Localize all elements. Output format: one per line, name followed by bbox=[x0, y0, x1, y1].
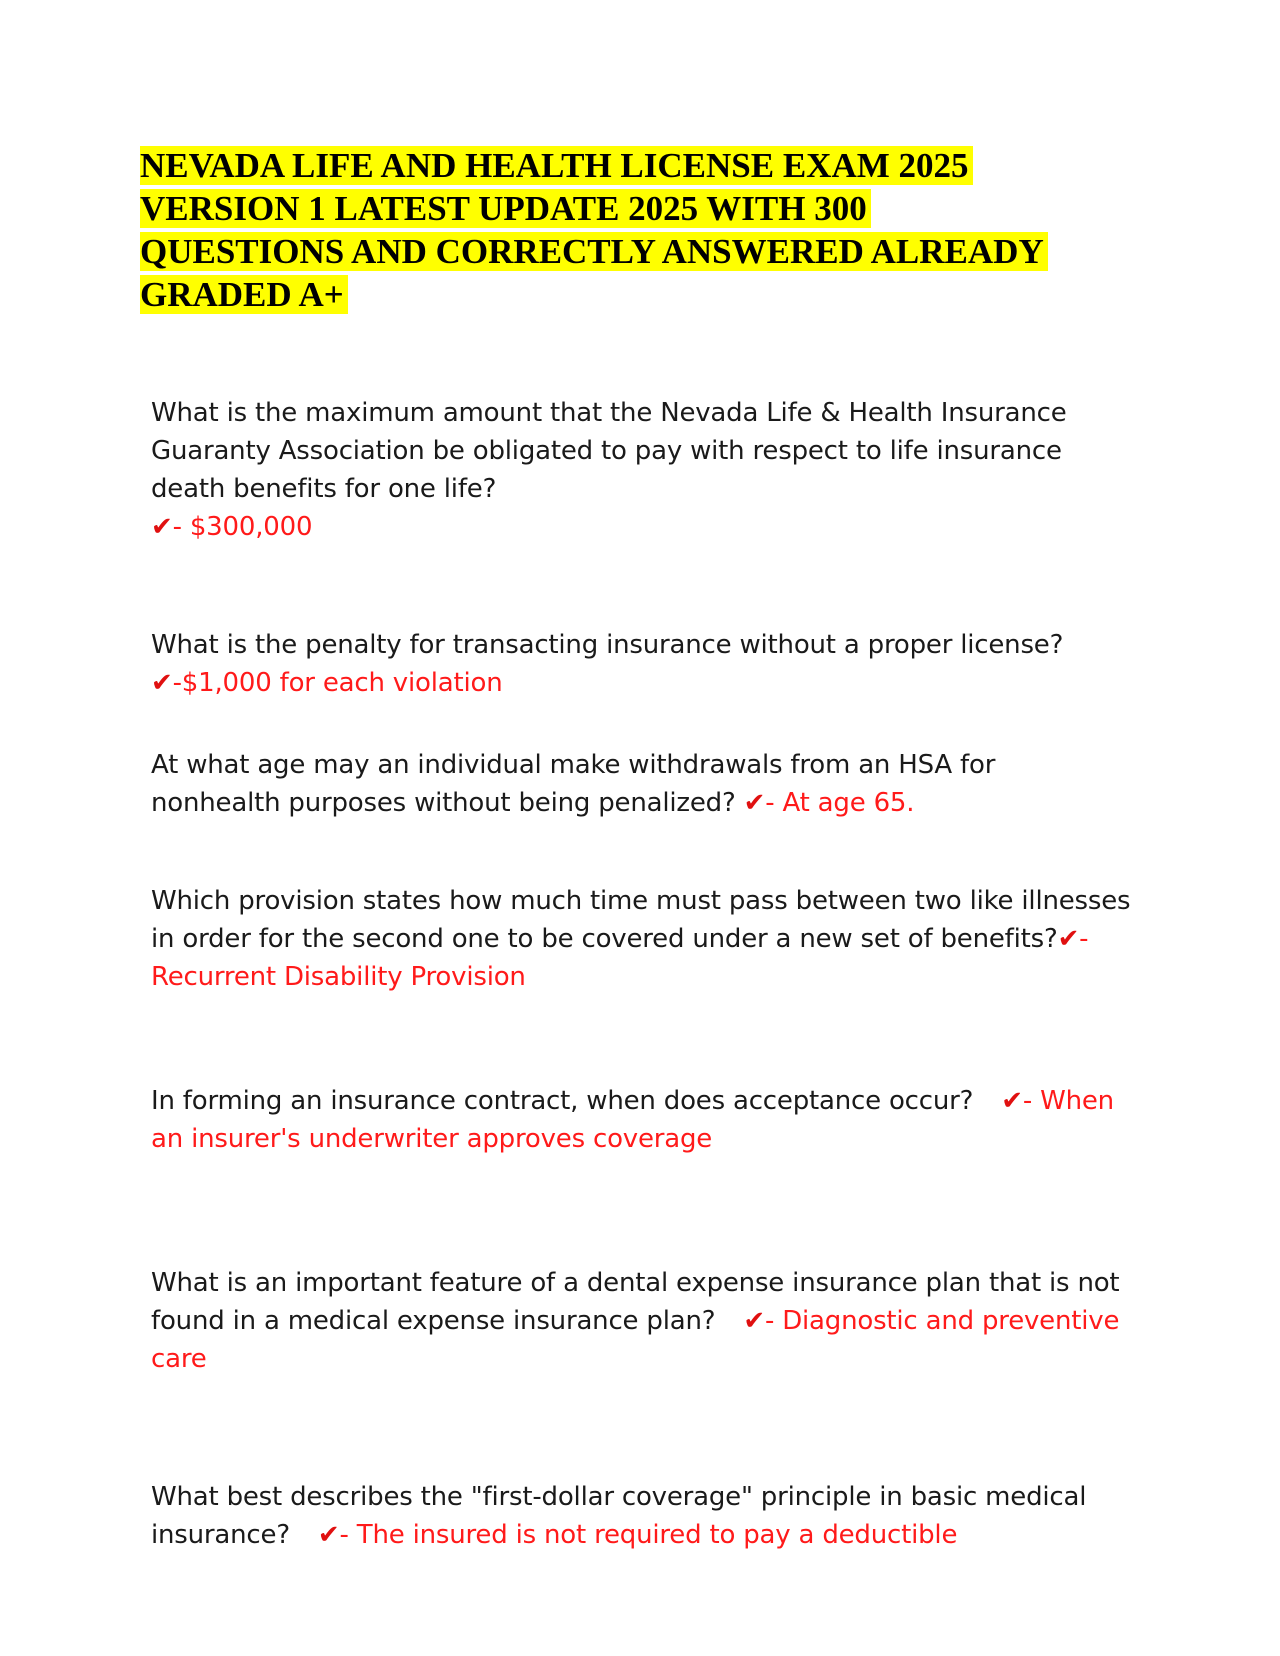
answer-text: - Diagnostic and preventive care bbox=[151, 1306, 1120, 1374]
title-line-2: VERSION 1 LATEST UPDATE 2025 WITH 300 bbox=[140, 189, 871, 228]
title-line-3: QUESTIONS AND CORRECTLY ANSWERED ALREADY bbox=[140, 232, 1048, 271]
checkmark-icon: ✔ bbox=[743, 1306, 765, 1336]
question-text: What best describes the "first-dollar coverage" principle in basic medical insurance? bbox=[151, 1482, 1087, 1550]
answer-text: - At age 65. bbox=[765, 788, 915, 818]
question-text: What is the penalty for transacting insurance without a proper license? bbox=[151, 630, 1064, 660]
qa-item-2 bbox=[151, 626, 1131, 702]
question-text: In forming an insurance contract, when does acceptance occur? bbox=[151, 1086, 974, 1116]
qa-item-7 bbox=[151, 1478, 1131, 1554]
document-title bbox=[140, 144, 1140, 316]
qa-item-5 bbox=[151, 1082, 1131, 1158]
qa-item-6 bbox=[151, 1264, 1131, 1378]
checkmark-icon: ✔ bbox=[1001, 1086, 1023, 1116]
qa-item-3 bbox=[151, 746, 1131, 822]
answer-text: - $300,000 bbox=[172, 512, 313, 542]
question-text: At what age may an individual make withdrawals from an HSA for nonhealth purposes without being penalized? bbox=[151, 750, 996, 818]
question-text: What is an important feature of a dental expense insurance plan that is not found in a medical expense insurance plan? bbox=[151, 1268, 1120, 1336]
qa-item-4 bbox=[151, 882, 1131, 996]
answer-text: -$1,000 for each violation bbox=[172, 668, 503, 698]
checkmark-icon: ✔ bbox=[151, 512, 173, 542]
title-line-4: GRADED A+ bbox=[140, 275, 348, 314]
checkmark-icon: ✔ bbox=[317, 1520, 340, 1550]
title-line-1: NEVADA LIFE AND HEALTH LICENSE EXAM 2025 bbox=[140, 146, 973, 185]
question-text: Which provision states how much time must pass between two like illnesses in order for the second one to be covered under a new set of benefits? bbox=[151, 886, 1131, 954]
checkmark-icon: ✔ bbox=[743, 788, 766, 818]
answer-text: - When an insurer's underwriter approves coverage bbox=[151, 1086, 1114, 1154]
checkmark-icon: ✔ bbox=[151, 668, 173, 698]
question-text: What is the maximum amount that the Nevada Life & Health Insurance Guaranty Association be obligated to pay with respect to life insurance death benefits for one life? bbox=[151, 398, 1067, 504]
answer-text: - Recurrent Disability Provision bbox=[151, 924, 1089, 992]
qa-item-1 bbox=[151, 394, 1131, 546]
checkmark-icon: ✔ bbox=[1057, 924, 1080, 954]
answer-text: - The insured is not required to pay a deductible bbox=[339, 1520, 958, 1550]
